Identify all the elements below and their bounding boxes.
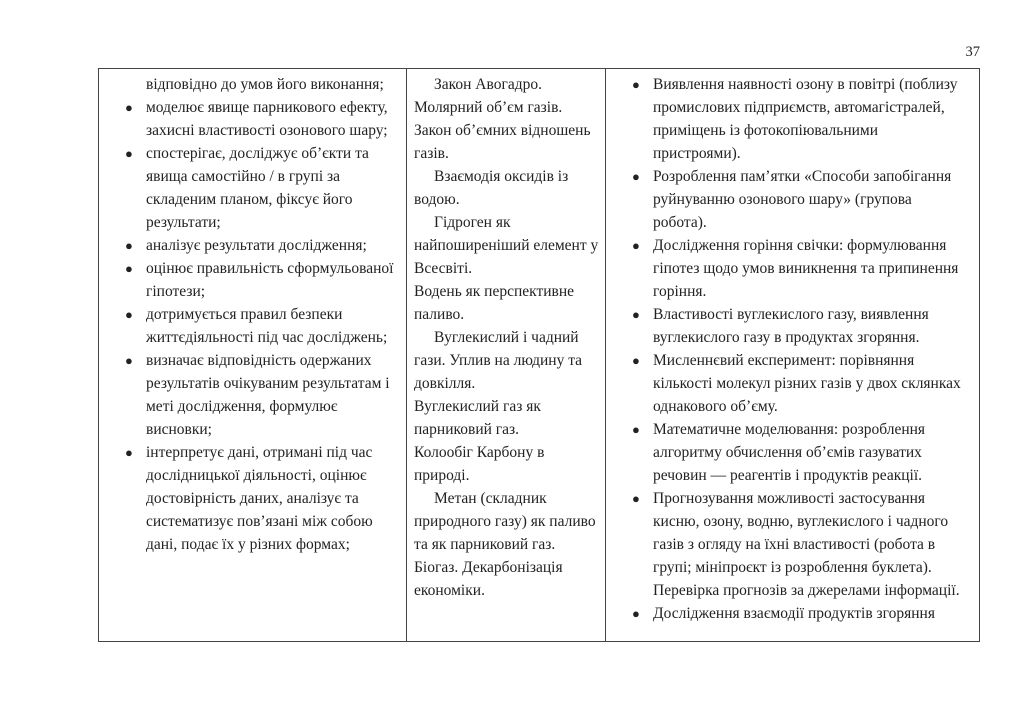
content-paragraph: Водень як перспективне паливо. xyxy=(414,283,575,323)
list-item: ● Виявлення наявності озону в повітрі (поблизу промислових підприємств, автомагістралей, приміщень із фотокопіювальними пристроями). xyxy=(632,73,969,165)
list-item: ● інтерпретує дані, отримані під час дослідницької діяльності, оцінює достовірність даних, аналізує та систематизує пов’язані між собою дані, подає їх у різних формах; xyxy=(125,441,396,556)
bullet-icon: ● xyxy=(632,238,640,253)
list-item: ● визначає відповідність одержаних результатів очікуваним результатам і меті дослідження, формулює висновки; xyxy=(125,349,396,441)
list-item: ● дотримується правил безпеки життєдіяльності під час досліджень; xyxy=(125,303,396,349)
expected-results-column xyxy=(99,69,407,641)
content-paragraph: Біогаз. Декарбонізація економіки. xyxy=(414,559,563,599)
activities-column xyxy=(606,69,979,641)
page-number: 37 xyxy=(965,44,980,60)
bullet-icon: ● xyxy=(125,353,133,368)
content-paragraph: Колообіг Карбону в природі. xyxy=(414,444,545,484)
continuation-text: відповідно до умов його виконання; xyxy=(146,76,384,93)
results-list xyxy=(125,96,396,556)
list-item: ● Дослідження горіння свічки: формулювання гіпотез щодо умов виникнення та припинення горіння. xyxy=(632,234,969,303)
bullet-icon: ● xyxy=(125,238,133,253)
bullet-icon: ● xyxy=(632,169,640,184)
bullet-icon: ● xyxy=(125,146,133,161)
bullet-icon: ● xyxy=(632,606,640,621)
bullet-icon: ● xyxy=(125,307,133,322)
content-paragraph: Вуглекислий і чадний гази. Уплив на людину та довкілля. xyxy=(414,329,583,392)
activities-list xyxy=(632,73,969,625)
list-item: ● Мисленнєвий експеримент: порівняння кількості молекул різних газів у двох склянках однакового об’єму. xyxy=(632,349,969,418)
bullet-icon: ● xyxy=(125,100,133,115)
bullet-icon: ● xyxy=(632,491,640,506)
bullet-icon: ● xyxy=(125,445,133,460)
curriculum-table xyxy=(98,68,980,642)
list-item: ● оцінює правильність сформульованої гіпотези; xyxy=(125,257,396,303)
bullet-icon: ● xyxy=(632,422,640,437)
list-item: ● Розроблення пам’ятки «Способи запобігання руйнуванню озонового шару» (групова робота). xyxy=(632,165,969,234)
bullet-icon: ● xyxy=(632,353,640,368)
list-item: ● Математичне моделювання: розроблення алгоритму обчислення об’ємів газуватих речовин — реагентів і продуктів реакції. xyxy=(632,418,969,487)
content-paragraph: Вуглекислий газ як парниковий газ. xyxy=(414,398,541,438)
content-column xyxy=(407,69,606,641)
list-item: ● Властивості вуглекислого газу, виявлення вуглекислого газу в продуктах згоряння. xyxy=(632,303,969,349)
list-item: ● спостерігає, досліджує об’єкти та явища самостійно / в групі за складеним планом, фіксує його результати; xyxy=(125,142,396,234)
list-item: ● моделює явище парникового ефекту, захисні властивості озонового шару; xyxy=(125,96,396,142)
content-paragraph: Молярний об’єм газів. xyxy=(414,99,563,116)
bullet-icon: ● xyxy=(632,77,640,92)
bullet-icon: ● xyxy=(125,261,133,276)
list-item: ● аналізує результати дослідження; xyxy=(125,234,396,257)
content-paragraph: Взаємодія оксидів із водою. xyxy=(414,168,569,208)
content-paragraph: Метан (складник природного газу) як паливо та як парниковий газ. xyxy=(414,490,596,553)
bullet-icon: ● xyxy=(632,307,640,322)
content-paragraph: Закон Авогадро. xyxy=(434,76,542,93)
content-paragraph: Гідроген як найпоширеніший елемент у Всесвіті. xyxy=(414,214,599,277)
list-item: ● Прогнозування можливості застосування кисню, озону, водню, вуглекислого і чадного газів з огляду на їхні властивості (робота в групі; мініпроєкт із розроблення буклета). Перевірка прогнозів за джерелами інформації. xyxy=(632,487,969,602)
list-item: ● Дослідження взаємодії продуктів згоряння xyxy=(632,602,969,625)
content-paragraph: Закон об’ємних відношень газів. xyxy=(414,122,591,162)
